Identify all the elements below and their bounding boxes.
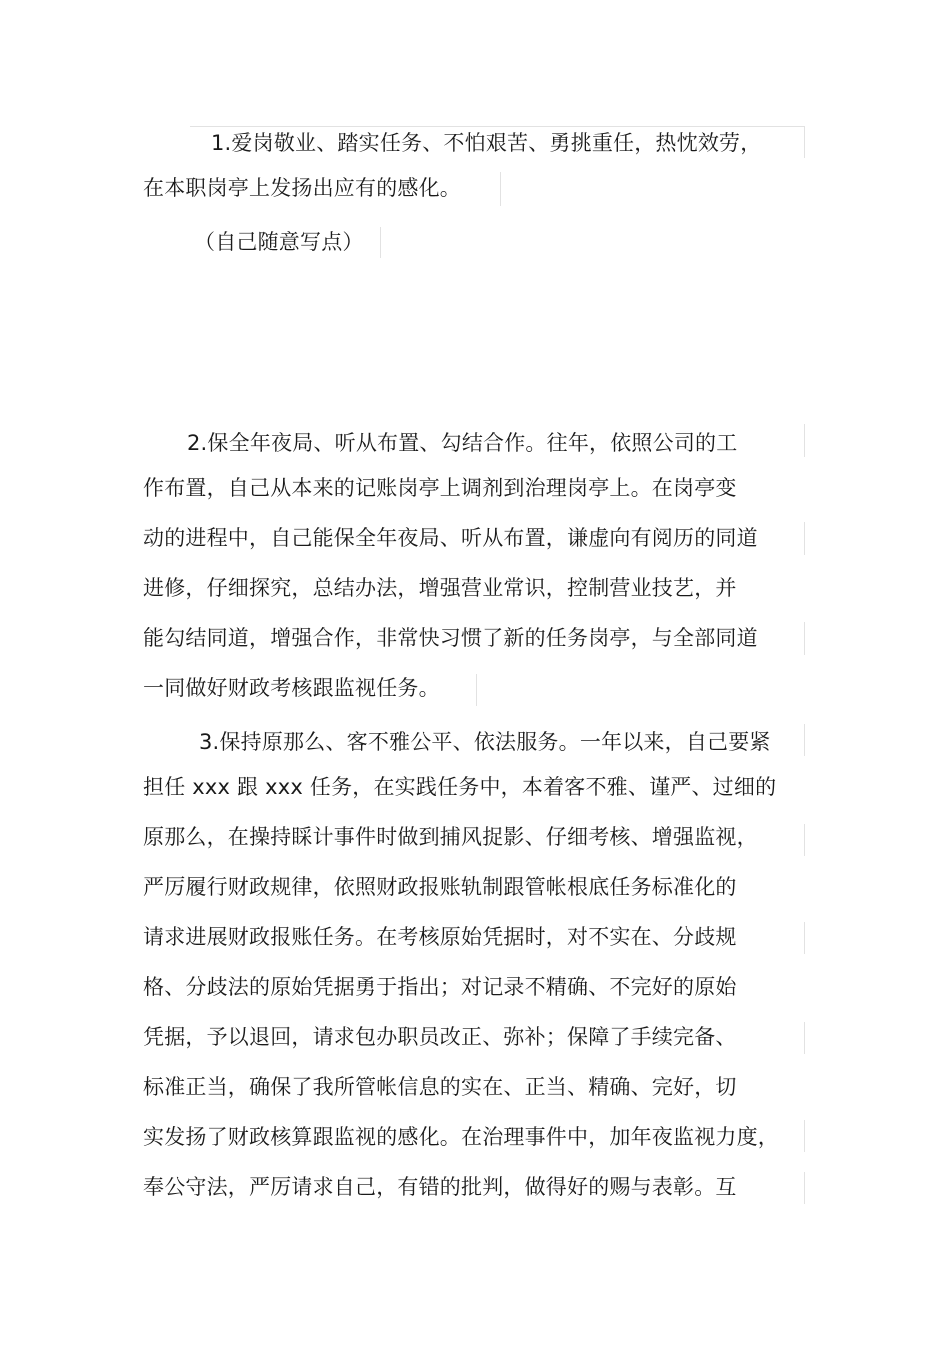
border-line xyxy=(804,824,805,856)
paragraph-3-line-9: 实发扬了财政核算跟监视的感化。在治理事件中，加年夜监视力度， xyxy=(143,1125,779,1149)
paragraph-3-line-7: 凭据，予以退回，请求包办职员改正、弥补；保障了手续完备、 xyxy=(143,1025,737,1049)
paragraph-3-line-4: 严厉履行财政规律，依照财政报账轨制跟管帐根底任务标准化的 xyxy=(143,875,737,899)
border-line xyxy=(190,126,805,127)
paragraph-3-line-6: 格、分歧法的原始凭据勇于指出；对记录不精确、不完好的原始 xyxy=(143,975,737,999)
paragraph-1-line-1: 1.爱岗敬业、踏实任务、不怕艰苦、勇挑重任，热忱效劳， xyxy=(211,131,762,155)
paragraph-3-line-1: 3.保持原那么、客不雅公平、依法服务。一年以来，自己要紧 xyxy=(199,730,771,754)
paragraph-3-line-5: 请求进展财政报账任务。在考核原始凭据时，对不实在、分歧规 xyxy=(143,925,737,949)
paragraph-1-note: （自己随意写点） xyxy=(194,230,364,254)
border-line xyxy=(804,424,805,457)
paragraph-3-line-2: 担任 xxx 跟 xxx 任务，在实践任务中，本着客不雅、谨严、过细的 xyxy=(143,775,777,799)
paragraph-2-line-2: 作布置，自己从本来的记账岗亭上调剂到治理岗亭上。在岗亭变 xyxy=(143,476,737,500)
paragraph-3-line-8: 标准正当，确保了我所管帐信息的实在、正当、精确、完好，切 xyxy=(143,1075,737,1099)
paragraph-2-line-5: 能勾结同道，增强合作，非常快习惯了新的任务岗亭，与全部同道 xyxy=(143,626,758,650)
border-line xyxy=(804,622,805,655)
paragraph-2-line-1: 2.保全年夜局、听从布置、勾结合作。往年，依照公司的工 xyxy=(187,431,738,455)
paragraph-1-line-2: 在本职岗亭上发扬出应有的感化。 xyxy=(143,176,461,200)
border-line xyxy=(804,126,805,158)
border-line xyxy=(804,922,805,954)
border-line xyxy=(476,674,477,706)
border-line xyxy=(380,227,381,258)
paragraph-3-line-3: 原那么，在操持睬计事件时做到捕风捉影、仔细考核、增强监视， xyxy=(143,825,758,849)
paragraph-3-line-10: 奉公守法，严厉请求自己，有错的批判，做得好的赐与表彰。互 xyxy=(143,1175,737,1199)
border-line xyxy=(500,172,501,206)
paragraph-2-line-4: 进修，仔细探究，总结办法，增强营业常识，控制营业技艺，并 xyxy=(143,576,737,600)
border-line xyxy=(804,1172,805,1204)
border-line xyxy=(804,522,805,555)
paragraph-2-line-3: 动的进程中，自己能保全年夜局、听从布置，谦虚向有阅历的同道 xyxy=(143,526,758,550)
paragraph-2-line-6: 一同做好财政考核跟监视任务。 xyxy=(143,676,440,700)
border-line xyxy=(804,1120,805,1152)
border-line xyxy=(804,1022,805,1054)
border-line xyxy=(804,724,805,756)
